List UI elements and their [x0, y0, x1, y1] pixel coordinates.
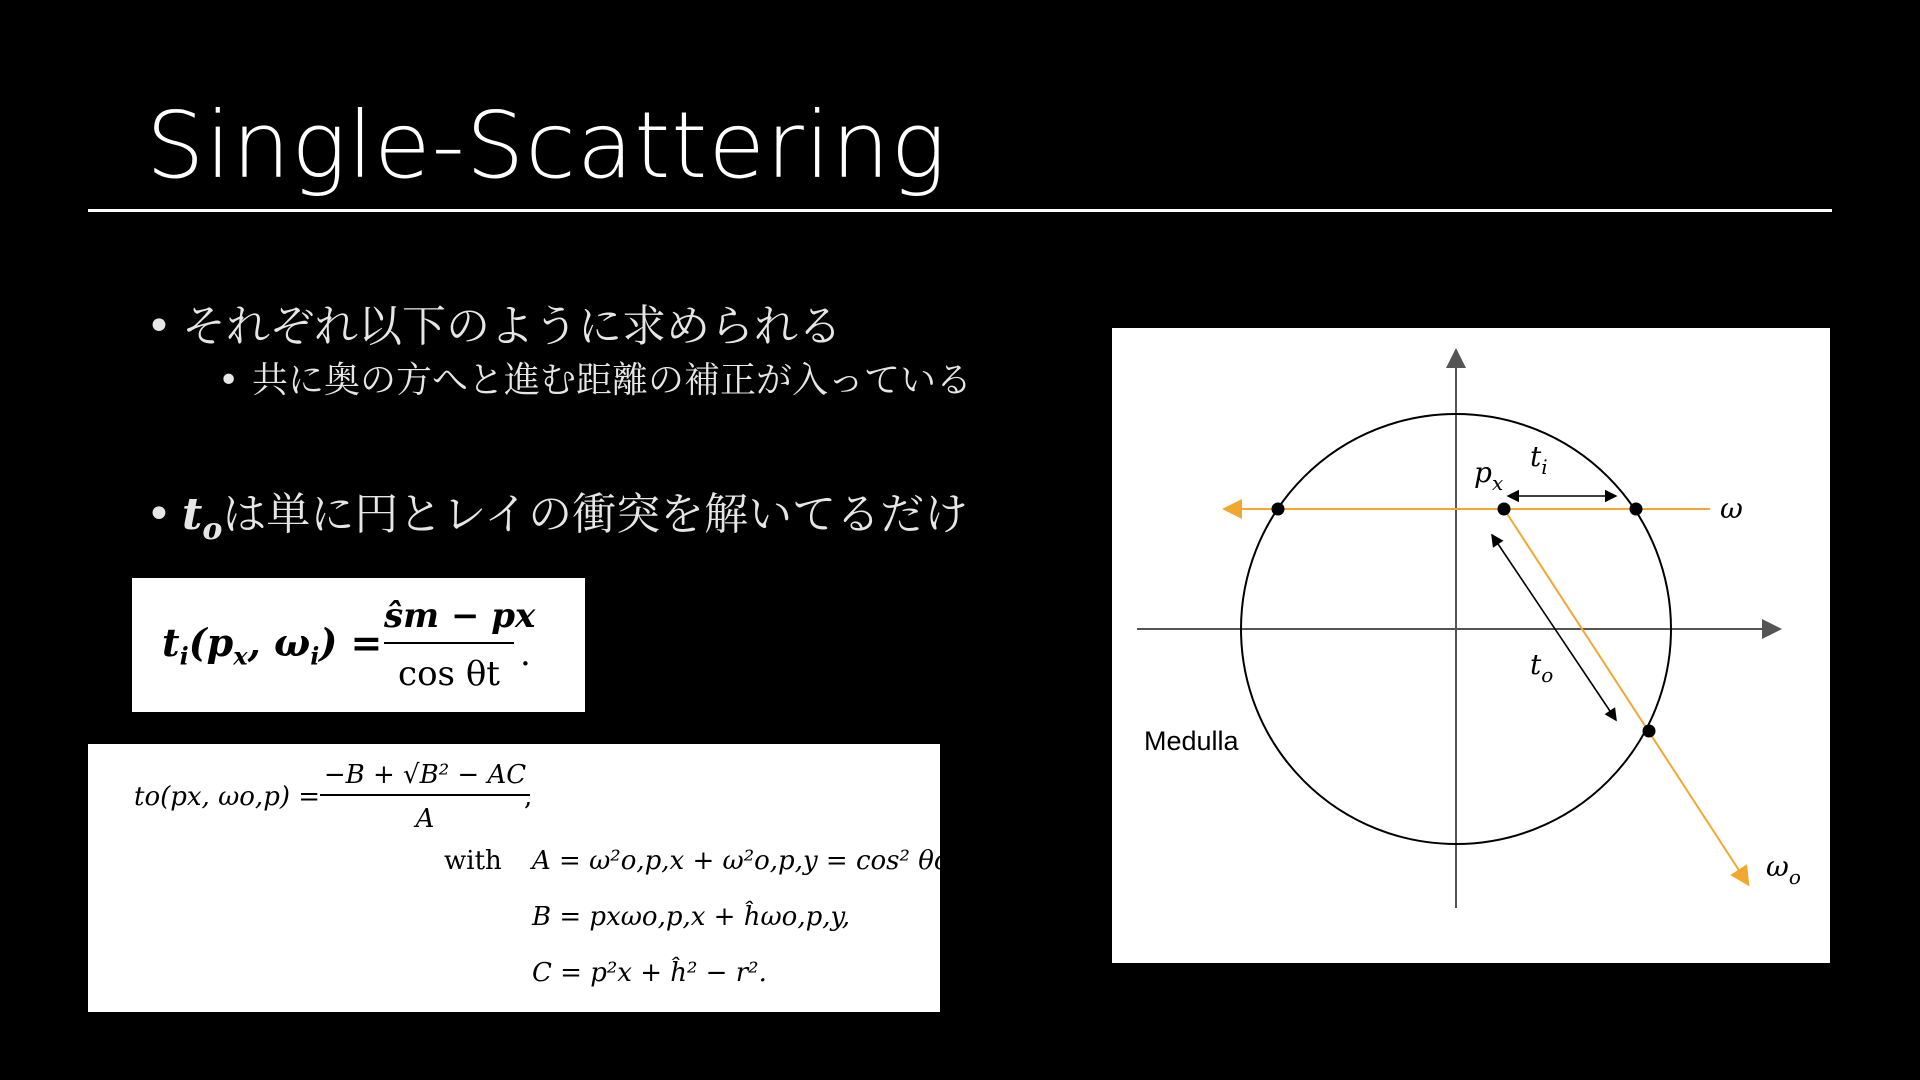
- eq-sub: x: [233, 641, 248, 671]
- slide-title: Single-Scattering: [146, 92, 947, 199]
- point-left-intersection: [1272, 503, 1285, 516]
- point-exit: [1643, 725, 1656, 738]
- bullet-subitem-1: [218, 352, 972, 403]
- equation-to: [88, 744, 958, 1012]
- eq-args: , ω: [247, 620, 311, 665]
- var-subscript: o: [202, 511, 223, 547]
- eq-close: ) =: [319, 620, 383, 665]
- outgoing-ray: [1504, 509, 1744, 878]
- equation-ti-lhs: [162, 620, 382, 671]
- equation-ti-period: .: [520, 634, 531, 674]
- equation-to-row-a: A = ω²o,p,x + ω²o,p,y = cos² θo,: [532, 846, 958, 876]
- label-omega: ω: [1720, 492, 1743, 525]
- label-to: $t_o$: [1530, 648, 1554, 687]
- fraction-bar: [384, 642, 514, 644]
- equation-to-lhs: to(px, ωo,p) =: [134, 782, 321, 812]
- label-omega-o: $\omega_o$: [1766, 850, 1801, 889]
- bullet-item-2: [146, 478, 968, 547]
- equation-to-numerator: −B + √B² − AC: [323, 760, 527, 790]
- label-medulla: Medulla: [1144, 726, 1239, 756]
- eq-sub: i: [179, 641, 189, 671]
- point-px: [1498, 503, 1511, 516]
- to-arrow: [1492, 535, 1616, 720]
- math-variable-to: [182, 489, 223, 547]
- fraction-bar: [320, 794, 530, 796]
- bullet-text-2: は単に円とレイの衝突を解いてるだけ: [222, 489, 969, 540]
- eq-symbol: t: [162, 620, 180, 665]
- bullet-subtext-1: 共に奥の方へと進む距離の補正が入っている: [252, 360, 973, 401]
- title-underline: [88, 209, 1832, 212]
- bullet-text-1: それぞれ以下のように求められる: [182, 301, 842, 352]
- equation-to-row-b: B = pxωo,p,x + ĥωo,p,y,: [532, 902, 851, 932]
- bullet-dot: •: [146, 489, 172, 540]
- point-right-intersection: [1630, 503, 1643, 516]
- bullet-item-1: [146, 290, 842, 354]
- equation-to-row-c: C = p²x + ĥ² − r².: [532, 958, 767, 988]
- equation-ti: [132, 578, 585, 712]
- var-letter: t: [182, 489, 203, 540]
- equation-to-with: with: [444, 846, 502, 876]
- equation-ti-denominator: cos θt: [398, 654, 500, 694]
- equation-ti-numerator: ŝm − px: [384, 596, 536, 636]
- label-ti: $t_i$: [1530, 440, 1548, 479]
- equation-to-denominator: A: [415, 804, 435, 834]
- label-px: $p_x$: [1474, 456, 1504, 495]
- diagram-svg: [1112, 328, 1830, 963]
- eq-sub: i: [310, 641, 320, 671]
- eq-args: (p: [188, 620, 234, 665]
- scattering-diagram: [1112, 328, 1830, 963]
- bullet-dot: •: [146, 301, 172, 352]
- bullet-dot: •: [218, 360, 240, 401]
- equation-to-comma: ,: [524, 782, 533, 812]
